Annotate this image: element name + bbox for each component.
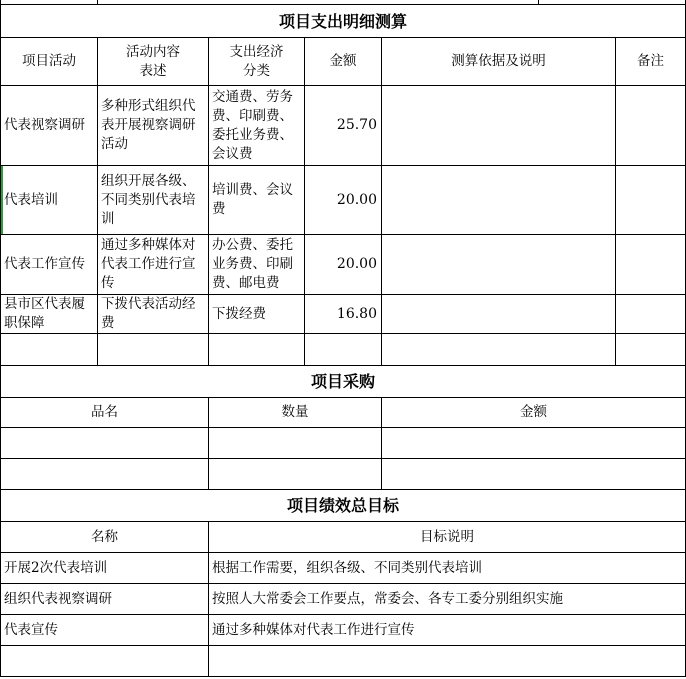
expense-row-category[interactable]: 交通费、劳务费、印刷费、委托业务费、会议费 — [212, 88, 293, 162]
expense-row-content[interactable]: 下拨代表活动经费 — [101, 296, 196, 331]
header-quantity: 数量 — [281, 404, 309, 420]
performance-row-name[interactable]: 组织代表视察调研 — [4, 590, 112, 607]
header-name: 名称 — [91, 528, 118, 545]
grid-line — [381, 37, 382, 366]
expense-row-category[interactable]: 下拨经费 — [212, 305, 266, 322]
expense-row-activity[interactable]: 县市区代表履职保障 — [4, 296, 85, 331]
expense-row-content[interactable]: 多种形式组织代表开展视察调研活动 — [101, 98, 196, 152]
performance-row-desc[interactable]: 按照人大常委会工作要点，常委会、各专工委分别组织实施 — [212, 590, 563, 607]
header-content: 活动内容表述 — [126, 43, 180, 79]
header-goal-description: 目标说明 — [420, 528, 474, 545]
grid-line — [0, 427, 686, 428]
grid-line — [615, 37, 616, 366]
performance-row-name[interactable]: 代表宣传 — [4, 621, 58, 638]
expense-row-amount[interactable]: 20.00 — [336, 191, 377, 208]
header-category: 支出经济分类 — [229, 43, 284, 79]
performance-row-desc[interactable]: 通过多种媒体对代表工作进行宣传 — [212, 621, 415, 638]
performance-row-desc[interactable]: 根据工作需要，组织各级、不同类别代表培训 — [212, 559, 482, 576]
expense-row-activity[interactable]: 代表工作宣传 — [4, 256, 85, 272]
header-procurement-amount: 金额 — [520, 404, 547, 420]
expense-row-category[interactable]: 办公费、委托业务费、印刷费、邮电费 — [212, 237, 293, 291]
expense-row-activity[interactable]: 代表视察调研 — [4, 117, 85, 133]
header-amount: 金额 — [329, 53, 357, 69]
grid-line — [0, 676, 686, 677]
performance-row-name[interactable]: 开展2次代表培训 — [4, 559, 108, 576]
header-item-name: 品名 — [91, 404, 118, 420]
expense-row-content[interactable]: 组织开展各级、不同类别代表培训 — [101, 172, 196, 227]
grid-line — [0, 645, 686, 646]
expense-section-title: 项目支出明细测算 — [278, 11, 407, 31]
header-basis: 测算依据及说明 — [451, 53, 546, 69]
expense-row-amount[interactable]: 16.80 — [336, 305, 377, 322]
header-remarks: 备注 — [637, 53, 664, 69]
expense-row-category[interactable]: 培训费、会议费 — [212, 182, 293, 217]
procurement-section-title: 项目采购 — [310, 372, 375, 391]
performance-section-title: 项目绩效总目标 — [286, 496, 399, 515]
expense-row-amount[interactable]: 25.70 — [336, 117, 377, 133]
expense-row-activity[interactable]: 代表培训 — [4, 191, 58, 208]
grid-line — [0, 458, 686, 459]
expense-row-amount[interactable]: 20.00 — [336, 256, 377, 272]
header-activity: 项目活动 — [22, 53, 76, 69]
grid-line — [0, 333, 686, 334]
expense-row-content[interactable]: 通过多种媒体对代表工作进行宣传 — [101, 237, 196, 291]
